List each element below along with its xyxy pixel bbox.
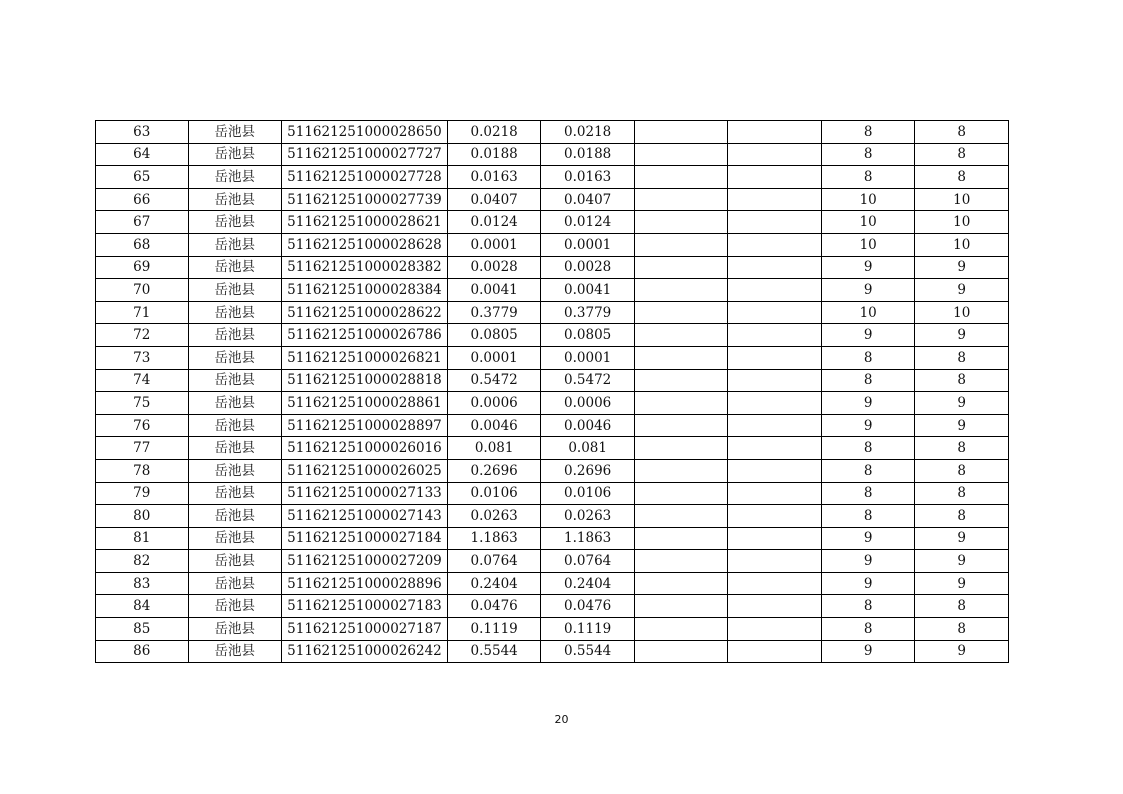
row-index-cell: 67: [96, 211, 189, 234]
empty-cell-2: [728, 301, 822, 324]
county-cell: 岳池县: [188, 437, 282, 460]
empty-cell-2: [728, 437, 822, 460]
empty-cell: [634, 121, 728, 144]
table-row: [96, 437, 1009, 460]
area-cell-2: 0.2404: [541, 572, 635, 595]
area-cell-2: 0.0476: [541, 595, 635, 618]
empty-cell: [634, 143, 728, 166]
empty-cell: [634, 437, 728, 460]
value-cell-2: 8: [915, 437, 1009, 460]
table-row: [96, 550, 1009, 573]
empty-cell: [634, 640, 728, 663]
parcel-code-cell: 511621251000028628: [282, 233, 448, 256]
empty-cell: [634, 301, 728, 324]
row-index-cell: 76: [96, 414, 189, 437]
county-cell: 岳池县: [188, 121, 282, 144]
value-cell: 8: [821, 369, 915, 392]
area-cell-2: 0.0041: [541, 279, 635, 302]
row-index-cell: 72: [96, 324, 189, 347]
value-cell-2: 8: [915, 121, 1009, 144]
table-row: [96, 211, 1009, 234]
value-cell-2: 9: [915, 572, 1009, 595]
empty-cell-2: [728, 346, 822, 369]
value-cell: 8: [821, 618, 915, 641]
empty-cell: [634, 505, 728, 528]
value-cell-2: 10: [915, 188, 1009, 211]
area-cell-2: 0.0001: [541, 346, 635, 369]
empty-cell-2: [728, 166, 822, 189]
area-cell: 0.5472: [447, 369, 541, 392]
area-cell: 0.0163: [447, 166, 541, 189]
row-index-cell: 71: [96, 301, 189, 324]
area-cell: 0.0124: [447, 211, 541, 234]
table-row: [96, 392, 1009, 415]
area-cell: 0.2696: [447, 459, 541, 482]
value-cell-2: 9: [915, 550, 1009, 573]
table-row: [96, 166, 1009, 189]
value-cell-2: 9: [915, 392, 1009, 415]
table-row: [96, 256, 1009, 279]
table-row: [96, 505, 1009, 528]
value-cell-2: 9: [915, 279, 1009, 302]
empty-cell-2: [728, 188, 822, 211]
table-row: [96, 527, 1009, 550]
empty-cell: [634, 369, 728, 392]
row-index-cell: 84: [96, 595, 189, 618]
area-cell-2: 0.0407: [541, 188, 635, 211]
value-cell: 9: [821, 324, 915, 347]
value-cell: 9: [821, 640, 915, 663]
empty-cell: [634, 414, 728, 437]
value-cell-2: 8: [915, 346, 1009, 369]
row-index-cell: 79: [96, 482, 189, 505]
empty-cell: [634, 279, 728, 302]
empty-cell: [634, 595, 728, 618]
county-cell: 岳池县: [188, 550, 282, 573]
value-cell-2: 9: [915, 324, 1009, 347]
parcel-code-cell: 511621251000027187: [282, 618, 448, 641]
parcel-code-cell: 511621251000027184: [282, 527, 448, 550]
row-index-cell: 63: [96, 121, 189, 144]
county-cell: 岳池县: [188, 143, 282, 166]
county-cell: 岳池县: [188, 188, 282, 211]
empty-cell: [634, 459, 728, 482]
area-cell: 0.0028: [447, 256, 541, 279]
area-cell: 0.0006: [447, 392, 541, 415]
area-cell-2: 0.0001: [541, 233, 635, 256]
county-cell: 岳池县: [188, 595, 282, 618]
value-cell: 9: [821, 392, 915, 415]
empty-cell: [634, 211, 728, 234]
row-index-cell: 86: [96, 640, 189, 663]
county-cell: 岳池县: [188, 369, 282, 392]
area-cell: 0.0476: [447, 595, 541, 618]
area-cell-2: 0.0764: [541, 550, 635, 573]
value-cell: 9: [821, 256, 915, 279]
empty-cell-2: [728, 482, 822, 505]
parcel-code-cell: 511621251000028818: [282, 369, 448, 392]
empty-cell-2: [728, 233, 822, 256]
value-cell: 8: [821, 166, 915, 189]
area-cell: 0.2404: [447, 572, 541, 595]
value-cell: 10: [821, 301, 915, 324]
value-cell: 8: [821, 595, 915, 618]
empty-cell-2: [728, 640, 822, 663]
parcel-code-cell: 511621251000026821: [282, 346, 448, 369]
parcel-code-cell: 511621251000026242: [282, 640, 448, 663]
area-cell-2: 0.5544: [541, 640, 635, 663]
county-cell: 岳池县: [188, 640, 282, 663]
county-cell: 岳池县: [188, 233, 282, 256]
area-cell-2: 0.0006: [541, 392, 635, 415]
empty-cell-2: [728, 618, 822, 641]
value-cell: 8: [821, 505, 915, 528]
empty-cell: [634, 166, 728, 189]
empty-cell-2: [728, 527, 822, 550]
row-index-cell: 75: [96, 392, 189, 415]
county-cell: 岳池县: [188, 279, 282, 302]
parcel-code-cell: 511621251000028622: [282, 301, 448, 324]
table-row: [96, 369, 1009, 392]
area-cell: 0.0106: [447, 482, 541, 505]
county-cell: 岳池县: [188, 572, 282, 595]
table-row: [96, 346, 1009, 369]
parcel-code-cell: 511621251000028382: [282, 256, 448, 279]
empty-cell: [634, 188, 728, 211]
empty-cell-2: [728, 505, 822, 528]
parcel-code-cell: 511621251000028384: [282, 279, 448, 302]
area-cell-2: 0.1119: [541, 618, 635, 641]
value-cell-2: 8: [915, 618, 1009, 641]
value-cell-2: 9: [915, 414, 1009, 437]
area-cell: 1.1863: [447, 527, 541, 550]
parcel-code-cell: 511621251000028650: [282, 121, 448, 144]
value-cell: 10: [821, 188, 915, 211]
value-cell-2: 9: [915, 256, 1009, 279]
value-cell-2: 8: [915, 369, 1009, 392]
table-row: [96, 595, 1009, 618]
empty-cell-2: [728, 121, 822, 144]
value-cell: 8: [821, 482, 915, 505]
empty-cell: [634, 392, 728, 415]
parcel-code-cell: 511621251000027133: [282, 482, 448, 505]
value-cell-2: 8: [915, 166, 1009, 189]
value-cell: 10: [821, 211, 915, 234]
empty-cell-2: [728, 369, 822, 392]
area-cell-2: 0.0028: [541, 256, 635, 279]
parcel-code-cell: 511621251000028897: [282, 414, 448, 437]
table-row: [96, 414, 1009, 437]
county-cell: 岳池县: [188, 324, 282, 347]
county-cell: 岳池县: [188, 414, 282, 437]
area-cell-2: 0.0163: [541, 166, 635, 189]
value-cell-2: 9: [915, 527, 1009, 550]
empty-cell: [634, 482, 728, 505]
area-cell: 0.3779: [447, 301, 541, 324]
parcel-code-cell: 511621251000026016: [282, 437, 448, 460]
row-index-cell: 65: [96, 166, 189, 189]
parcel-code-cell: 511621251000027183: [282, 595, 448, 618]
value-cell-2: 8: [915, 595, 1009, 618]
row-index-cell: 83: [96, 572, 189, 595]
row-index-cell: 64: [96, 143, 189, 166]
area-cell-2: 0.0124: [541, 211, 635, 234]
empty-cell: [634, 618, 728, 641]
table-body: [96, 121, 1009, 663]
parcel-code-cell: 511621251000027727: [282, 143, 448, 166]
county-cell: 岳池县: [188, 211, 282, 234]
value-cell-2: 8: [915, 459, 1009, 482]
row-index-cell: 66: [96, 188, 189, 211]
parcel-code-cell: 511621251000027209: [282, 550, 448, 573]
row-index-cell: 74: [96, 369, 189, 392]
county-cell: 岳池县: [188, 505, 282, 528]
parcel-code-cell: 511621251000026786: [282, 324, 448, 347]
data-table: [95, 120, 1009, 663]
empty-cell-2: [728, 279, 822, 302]
value-cell: 9: [821, 572, 915, 595]
county-cell: 岳池县: [188, 527, 282, 550]
area-cell: 0.1119: [447, 618, 541, 641]
value-cell-2: 8: [915, 143, 1009, 166]
empty-cell-2: [728, 143, 822, 166]
empty-cell: [634, 346, 728, 369]
row-index-cell: 78: [96, 459, 189, 482]
value-cell-2: 10: [915, 211, 1009, 234]
parcel-code-cell: 511621251000028621: [282, 211, 448, 234]
table-row: [96, 143, 1009, 166]
empty-cell: [634, 324, 728, 347]
area-cell-2: 0.081: [541, 437, 635, 460]
area-cell-2: 0.2696: [541, 459, 635, 482]
value-cell-2: 8: [915, 505, 1009, 528]
empty-cell-2: [728, 572, 822, 595]
empty-cell: [634, 527, 728, 550]
parcel-code-cell: 511621251000026025: [282, 459, 448, 482]
area-cell: 0.0046: [447, 414, 541, 437]
table-row: [96, 618, 1009, 641]
area-cell-2: 0.0046: [541, 414, 635, 437]
county-cell: 岳池县: [188, 301, 282, 324]
empty-cell: [634, 550, 728, 573]
table-row: [96, 459, 1009, 482]
value-cell: 9: [821, 279, 915, 302]
area-cell-2: 0.5472: [541, 369, 635, 392]
county-cell: 岳池县: [188, 256, 282, 279]
parcel-code-cell: 511621251000027739: [282, 188, 448, 211]
value-cell: 8: [821, 437, 915, 460]
table-row: [96, 188, 1009, 211]
value-cell: 8: [821, 346, 915, 369]
empty-cell-2: [728, 550, 822, 573]
row-index-cell: 70: [96, 279, 189, 302]
area-cell: 0.0805: [447, 324, 541, 347]
value-cell-2: 9: [915, 640, 1009, 663]
table-row: [96, 279, 1009, 302]
value-cell-2: 8: [915, 482, 1009, 505]
value-cell: 10: [821, 233, 915, 256]
page-number: 20: [554, 713, 569, 726]
parcel-code-cell: 511621251000027143: [282, 505, 448, 528]
empty-cell-2: [728, 392, 822, 415]
area-cell: 0.0041: [447, 279, 541, 302]
empty-cell-2: [728, 595, 822, 618]
value-cell-2: 10: [915, 233, 1009, 256]
row-index-cell: 85: [96, 618, 189, 641]
area-cell: 0.0764: [447, 550, 541, 573]
empty-cell-2: [728, 324, 822, 347]
row-index-cell: 82: [96, 550, 189, 573]
row-index-cell: 69: [96, 256, 189, 279]
area-cell: 0.0001: [447, 346, 541, 369]
area-cell: 0.081: [447, 437, 541, 460]
empty-cell: [634, 572, 728, 595]
empty-cell-2: [728, 459, 822, 482]
table-row: [96, 233, 1009, 256]
value-cell: 9: [821, 527, 915, 550]
table-row: [96, 482, 1009, 505]
table-row: [96, 324, 1009, 347]
area-cell: 0.0218: [447, 121, 541, 144]
value-cell: 9: [821, 414, 915, 437]
parcel-code-cell: 511621251000028896: [282, 572, 448, 595]
empty-cell: [634, 233, 728, 256]
area-cell: 0.5544: [447, 640, 541, 663]
county-cell: 岳池县: [188, 392, 282, 415]
empty-cell: [634, 256, 728, 279]
area-cell-2: 0.3779: [541, 301, 635, 324]
empty-cell-2: [728, 414, 822, 437]
area-cell: 0.0263: [447, 505, 541, 528]
area-cell: 0.0188: [447, 143, 541, 166]
row-index-cell: 80: [96, 505, 189, 528]
area-cell-2: 0.0218: [541, 121, 635, 144]
area-cell-2: 0.0263: [541, 505, 635, 528]
value-cell: 9: [821, 550, 915, 573]
area-cell-2: 1.1863: [541, 527, 635, 550]
table-row: [96, 640, 1009, 663]
county-cell: 岳池县: [188, 618, 282, 641]
value-cell: 8: [821, 121, 915, 144]
value-cell-2: 10: [915, 301, 1009, 324]
row-index-cell: 77: [96, 437, 189, 460]
county-cell: 岳池县: [188, 482, 282, 505]
area-cell-2: 0.0805: [541, 324, 635, 347]
parcel-code-cell: 511621251000027728: [282, 166, 448, 189]
row-index-cell: 81: [96, 527, 189, 550]
table-row: [96, 572, 1009, 595]
table-row: [96, 121, 1009, 144]
county-cell: 岳池县: [188, 346, 282, 369]
empty-cell-2: [728, 256, 822, 279]
row-index-cell: 68: [96, 233, 189, 256]
value-cell: 8: [821, 459, 915, 482]
area-cell: 0.0407: [447, 188, 541, 211]
area-cell: 0.0001: [447, 233, 541, 256]
value-cell: 8: [821, 143, 915, 166]
county-cell: 岳池县: [188, 459, 282, 482]
empty-cell-2: [728, 211, 822, 234]
parcel-code-cell: 511621251000028861: [282, 392, 448, 415]
county-cell: 岳池县: [188, 166, 282, 189]
table-row: [96, 301, 1009, 324]
row-index-cell: 73: [96, 346, 189, 369]
area-cell-2: 0.0106: [541, 482, 635, 505]
area-cell-2: 0.0188: [541, 143, 635, 166]
